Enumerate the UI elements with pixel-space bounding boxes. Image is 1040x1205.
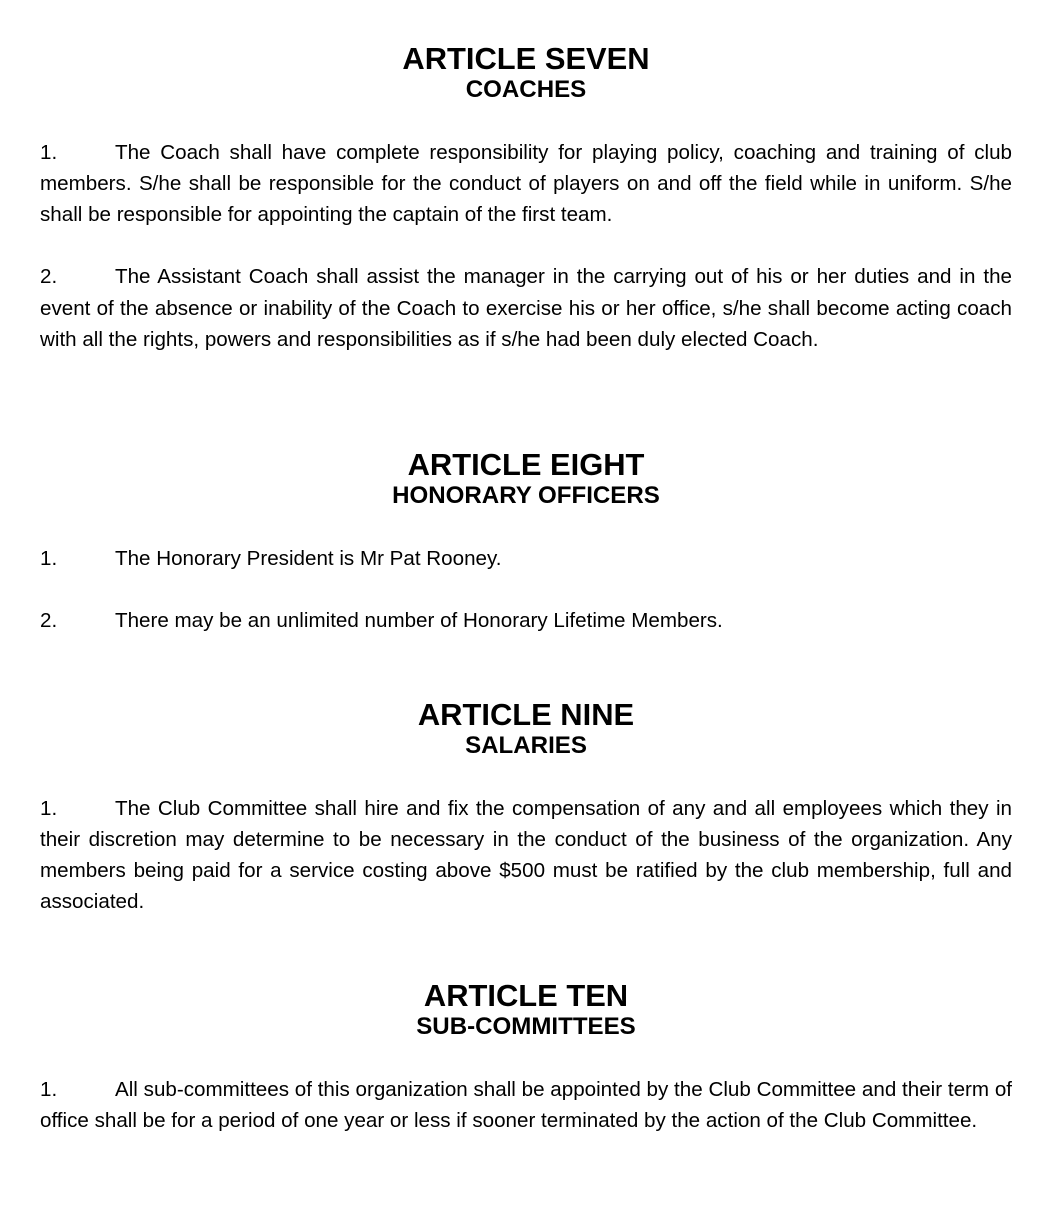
article-heading: ARTICLE TEN [423, 978, 629, 1013]
article-seven [40, 43, 1012, 355]
article-heading: ARTICLE EIGHT [407, 447, 645, 482]
article-nine [40, 699, 1012, 917]
article-subheading: SALARIES [465, 732, 587, 760]
clause-text: The Assistant Coach shall assist the manager in the carrying out of his or her duties and in the event of the absence or inability of the Coach to exercise his or her office, s/he shall become acting coach with all the rights, powers and responsibilities as if s/he had been duly elected Coach. [40, 265, 1012, 351]
clause [40, 261, 1012, 355]
clause-number: 1. [40, 796, 58, 820]
clause-text: All sub-committees of this organization shall be appointed by the Club Committee and their term of office shall be for a period of one year or less if sooner terminated by the action of the Club Committee. [40, 1077, 1012, 1132]
article-subheading: COACHES [465, 76, 587, 104]
clause [40, 793, 1012, 918]
clause-number: 2. [40, 608, 58, 632]
article-heading: ARTICLE NINE [417, 697, 635, 732]
clause-text: The Coach shall have complete responsibility for playing policy, coaching and training of club members. S/he shall be responsible for the conduct of players on and off the field while in uniform. S/he shall be responsible for appointing the captain of the first team. [40, 140, 1012, 226]
clause-number: 2. [40, 265, 58, 289]
article-eight [40, 449, 1012, 636]
clause [40, 1074, 1012, 1136]
clause-number: 1. [40, 1077, 58, 1101]
article-ten [40, 980, 1012, 1136]
clause [40, 137, 1012, 231]
clause-number: 1. [40, 546, 58, 570]
clause-number: 1. [40, 140, 58, 164]
clause-text: The Club Committee shall hire and fix the compensation of any and all employees which they in their discretion may determine to be necessary in the conduct of the business of the organization. Any members being paid for a service costing above $500 must be ratified by the club membership, full and associated. [40, 796, 1012, 914]
article-heading: ARTICLE SEVEN [402, 41, 650, 76]
clause-text: There may be an unlimited number of Honorary Lifetime Members. [115, 608, 723, 632]
article-subheading: SUB-COMMITTEES [416, 1013, 636, 1041]
clause-text: The Honorary President is Mr Pat Rooney. [115, 546, 502, 570]
clause [40, 543, 1012, 574]
clause [40, 605, 1012, 636]
article-subheading: HONORARY OFFICERS [392, 482, 660, 510]
